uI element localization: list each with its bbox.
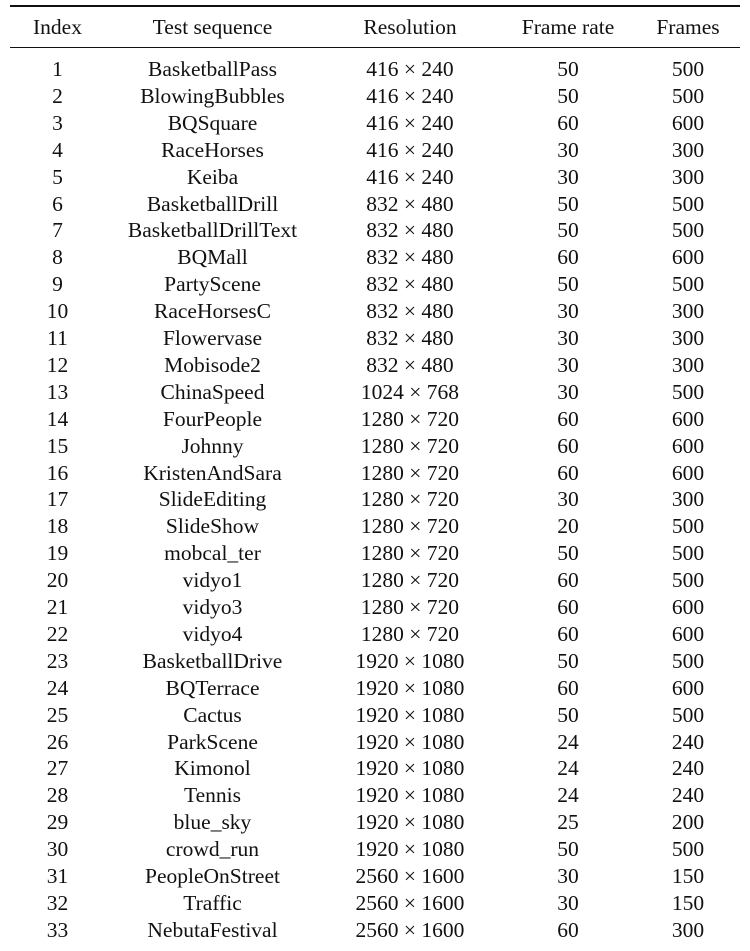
cell-index: 14 [46,406,69,431]
cell-frame-rate: 60 [557,917,579,942]
cell-index: 16 [46,460,69,485]
cell-resolution: 416 × 240 [366,137,454,162]
cell-test-sequence: vidyo4 [182,621,243,646]
cell-frame-rate: 60 [557,433,579,458]
cell-frames: 300 [671,352,705,377]
table-row [10,863,740,889]
cell-frame-rate: 50 [557,272,579,297]
cell-frames: 600 [671,460,705,485]
cell-frame-rate: 20 [557,514,579,539]
cell-resolution: 1280 × 720 [360,568,460,593]
table-row [10,594,740,620]
cell-resolution: 2560 × 1600 [355,890,465,915]
cell-frame-rate: 24 [557,729,579,754]
cell-index: 18 [46,514,69,539]
cell-frame-rate: 50 [557,541,579,566]
cell-frames: 500 [671,83,705,108]
cell-test-sequence: Keiba [186,164,239,189]
cell-frame-rate: 60 [557,460,579,485]
cell-resolution: 1280 × 720 [360,541,460,566]
cell-index: 4 [52,137,63,162]
cell-frame-rate: 60 [557,110,579,135]
table-row [10,567,740,593]
table-row [10,460,740,486]
cell-frame-rate: 50 [557,702,579,727]
cell-frames: 600 [671,675,705,700]
cell-resolution: 1280 × 720 [360,460,460,485]
cell-resolution: 832 × 480 [366,272,454,297]
cell-resolution: 832 × 480 [366,218,454,243]
cell-test-sequence: Mobisode2 [164,352,261,377]
cell-index: 22 [46,621,69,646]
cell-test-sequence: crowd_run [165,837,260,862]
cell-frame-rate: 60 [557,675,579,700]
header-index: Index [33,15,82,39]
cell-test-sequence: mobcal_ter [164,541,261,566]
cell-index: 29 [46,810,69,835]
cell-resolution: 2560 × 1600 [355,917,465,942]
cell-test-sequence: ParkScene [167,729,258,754]
table-row [10,486,740,512]
cell-resolution: 1280 × 720 [360,487,460,512]
cell-index: 2 [52,83,63,108]
cell-frames: 600 [671,595,705,619]
cell-frames: 500 [671,272,705,297]
cell-frame-rate: 60 [557,621,579,646]
cell-frames: 300 [671,487,705,512]
cell-frames: 300 [671,299,705,324]
cell-frames: 500 [671,218,705,243]
cell-resolution: 1920 × 1080 [355,702,465,727]
cell-resolution: 416 × 240 [366,110,454,135]
cell-frame-rate: 60 [557,595,579,619]
cell-resolution: 1280 × 720 [360,621,460,646]
cell-frame-rate: 30 [557,326,579,350]
cell-frame-rate: 60 [557,406,579,431]
cell-index: 31 [46,864,69,888]
cell-index: 15 [46,433,69,458]
cell-resolution: 1920 × 1080 [355,729,465,754]
cell-index: 30 [46,837,69,862]
cell-frames: 150 [671,864,705,888]
cell-frame-rate: 50 [557,837,579,862]
cell-test-sequence: Cactus [183,702,242,727]
cell-test-sequence: PartyScene [164,272,261,297]
header-frames: Frames [656,15,720,39]
cell-index: 26 [46,729,69,754]
table-row [10,540,740,566]
cell-frame-rate: 60 [557,568,579,593]
cell-frame-rate: 50 [557,57,579,81]
cell-test-sequence: BQSquare [167,110,258,135]
cell-frames: 300 [671,326,705,350]
cell-test-sequence: Kimonol [174,756,251,781]
cell-test-sequence: BasketballDrillText [127,218,298,243]
cell-frames: 500 [671,541,705,566]
cell-index: 13 [46,379,69,404]
cell-index: 17 [46,487,69,512]
cell-index: 7 [52,218,63,243]
cell-index: 11 [47,326,68,350]
cell-resolution: 1920 × 1080 [355,648,465,673]
cell-frames: 600 [671,406,705,431]
table-row [10,836,740,862]
cell-index: 33 [46,917,69,942]
cell-frame-rate: 30 [557,379,579,404]
cell-index: 21 [46,595,69,619]
cell-frame-rate: 24 [557,756,579,781]
cell-test-sequence: RaceHorsesC [153,299,272,324]
cell-index: 9 [52,272,63,297]
cell-frame-rate: 30 [557,890,579,915]
cell-frames: 500 [671,57,705,81]
table-row [10,379,740,405]
cell-resolution: 1280 × 720 [360,514,460,539]
cell-frames: 500 [671,514,705,539]
table-row [10,782,740,808]
table-row [10,164,740,190]
table-row [10,325,740,351]
cell-frame-rate: 60 [557,245,579,270]
cell-resolution: 1280 × 720 [360,406,460,431]
cell-frame-rate: 30 [557,164,579,189]
cell-resolution: 832 × 480 [366,326,454,350]
cell-frames: 150 [671,890,705,915]
cell-frame-rate: 50 [557,83,579,108]
cell-frames: 300 [671,137,705,162]
cell-frames: 300 [671,164,705,189]
cell-resolution: 416 × 240 [366,57,454,81]
table-row [10,110,740,136]
cell-resolution: 832 × 480 [366,245,454,270]
cell-frame-rate: 50 [557,648,579,673]
cell-resolution: 416 × 240 [366,164,454,189]
cell-resolution: 832 × 480 [366,299,454,324]
cell-index: 8 [52,245,63,270]
cell-frames: 240 [671,756,705,781]
table-row [10,702,740,728]
cell-index: 27 [46,756,69,781]
cell-index: 24 [46,675,69,700]
cell-test-sequence: KristenAndSara [143,460,282,485]
cell-test-sequence: NebutaFestival [147,917,278,942]
cell-test-sequence: Traffic [183,890,242,915]
cell-test-sequence: SlideShow [165,514,260,539]
cell-frames: 500 [671,837,705,862]
cell-frames: 300 [671,917,705,942]
table-row [10,755,740,781]
cell-frames: 500 [671,191,705,216]
cell-index: 12 [46,352,69,377]
table-row [10,675,740,701]
table-row [10,244,740,270]
cell-frames: 500 [671,702,705,727]
cell-test-sequence: vidyo1 [182,568,243,593]
cell-frame-rate: 24 [557,783,579,808]
cell-resolution: 1920 × 1080 [355,756,465,781]
cell-frame-rate: 30 [557,352,579,377]
cell-frame-rate: 30 [557,864,579,888]
table-row [10,917,740,943]
cell-frames: 600 [671,621,705,646]
cell-test-sequence: FourPeople [162,406,263,431]
cell-index: 1 [52,57,63,81]
table-row [10,729,740,755]
cell-frames: 240 [671,783,705,808]
cell-test-sequence: ChinaSpeed [160,379,265,404]
cell-test-sequence: Flowervase [162,326,263,350]
cell-test-sequence: Tennis [183,783,241,808]
cell-test-sequence: BlowingBubbles [140,83,285,108]
header-test-sequence: Test sequence [152,15,273,39]
cell-frames: 500 [671,379,705,404]
cell-frames: 200 [671,810,705,835]
cell-resolution: 416 × 240 [366,83,454,108]
header-frame-rate: Frame rate [521,15,615,39]
cell-test-sequence: BQMall [177,245,248,270]
cell-index: 19 [46,541,69,566]
cell-frame-rate: 25 [557,810,579,835]
header-resolution: Resolution [363,15,457,39]
cell-resolution: 1920 × 1080 [355,810,465,835]
table-row [10,191,740,217]
table-row [10,83,740,109]
cell-resolution: 832 × 480 [366,352,454,377]
cell-test-sequence: BasketballPass [148,57,277,81]
table-row [10,271,740,297]
table-row [10,56,740,82]
table-header [10,14,740,40]
cell-index: 5 [52,164,63,189]
cell-frames: 600 [671,110,705,135]
cell-test-sequence: PeopleOnStreet [145,864,280,888]
cell-test-sequence: blue_sky [173,810,252,835]
cell-frame-rate: 30 [557,299,579,324]
cell-frames: 240 [671,729,705,754]
cell-frames: 600 [671,245,705,270]
cell-frames: 600 [671,433,705,458]
cell-test-sequence: vidyo3 [182,595,243,619]
cell-test-sequence: BQTerrace [165,675,260,700]
cell-index: 3 [52,110,63,135]
cell-index: 20 [46,568,69,593]
cell-resolution: 832 × 480 [366,191,454,216]
cell-frame-rate: 50 [557,218,579,243]
cell-resolution: 2560 × 1600 [355,864,465,888]
cell-index: 6 [52,191,63,216]
table-row [10,890,740,916]
table-row [10,406,740,432]
table-row [10,809,740,835]
table-row [10,298,740,324]
cell-index: 28 [46,783,69,808]
cell-frame-rate: 30 [557,137,579,162]
table-row [10,352,740,378]
cell-index: 32 [46,890,69,915]
table-row [10,433,740,459]
cell-resolution: 1024 × 768 [360,379,460,404]
cell-resolution: 1280 × 720 [360,595,460,619]
cell-resolution: 1920 × 1080 [355,675,465,700]
cell-resolution: 1920 × 1080 [355,837,465,862]
cell-test-sequence: BasketballDrive [142,648,283,673]
cell-test-sequence: SlideEditing [158,487,267,512]
table-row [10,513,740,539]
cell-frame-rate: 30 [557,487,579,512]
table-row [10,137,740,163]
cell-test-sequence: Johnny [181,433,244,458]
cell-test-sequence: RaceHorses [161,137,264,162]
cell-frames: 500 [671,568,705,593]
cell-frame-rate: 50 [557,191,579,216]
cell-resolution: 1280 × 720 [360,433,460,458]
header-rule [10,47,740,48]
table-row [10,648,740,674]
cell-frames: 500 [671,648,705,673]
cell-index: 10 [46,299,69,324]
table-row [10,217,740,243]
cell-test-sequence: BasketballDrill [146,191,279,216]
cell-index: 25 [46,702,69,727]
cell-index: 23 [46,648,69,673]
top-rule [10,5,740,7]
table-row [10,621,740,647]
cell-resolution: 1920 × 1080 [355,783,465,808]
